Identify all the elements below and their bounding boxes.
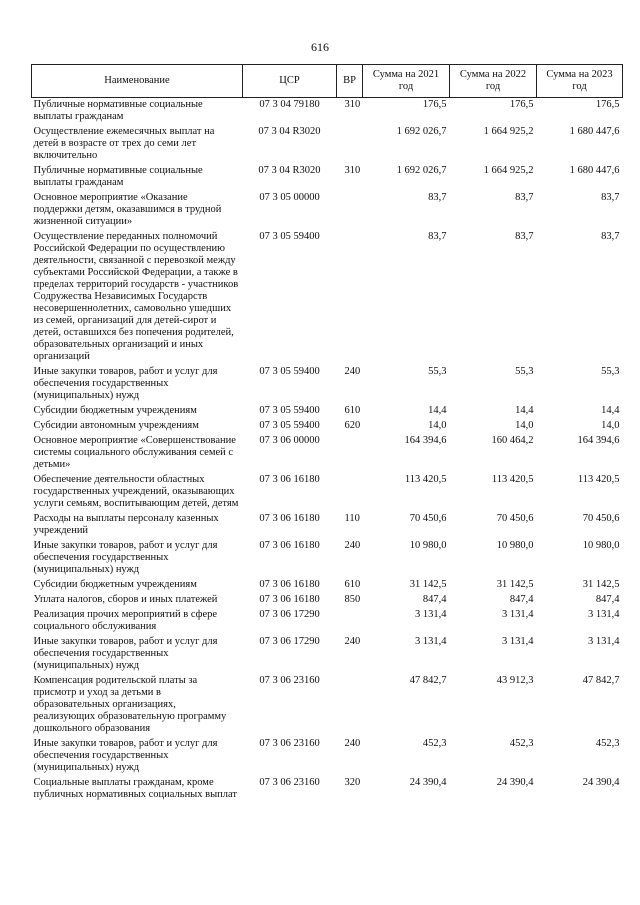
- row-sum-2021: 847,4: [422, 594, 447, 605]
- header-sum-2022: Сумма на 2022 год: [450, 65, 537, 98]
- row-sum-2022: 1 664 925,2: [483, 126, 534, 137]
- row-vr: 620: [344, 420, 361, 431]
- row-sum-2021: 83,7: [428, 231, 447, 242]
- row-csr: 07 3 05 59400: [259, 366, 320, 377]
- table-row: [32, 434, 623, 473]
- row-sum-2022: 14,0: [515, 420, 534, 431]
- row-name: Расходы на выплаты персоналу казенных учреждений: [33, 513, 219, 536]
- row-csr: 07 3 04 79180: [259, 99, 320, 110]
- row-sum-2023: 55,3: [601, 366, 620, 377]
- header-sum-2021: Сумма на 2021 год: [363, 65, 450, 98]
- row-vr: 240: [344, 738, 361, 749]
- row-vr: [337, 191, 363, 230]
- row-csr: 07 3 04 R3020: [258, 165, 321, 176]
- row-vr: 610: [344, 405, 361, 416]
- row-vr: 310: [344, 99, 361, 110]
- row-csr: 07 3 06 23160: [259, 675, 320, 686]
- row-vr: 310: [344, 165, 361, 176]
- row-sum-2022: 10 980,0: [496, 540, 534, 551]
- row-name: Иные закупки товаров, работ и услуг для обеспечения государственных (муниципальных) нужд: [33, 738, 218, 773]
- table-row: [32, 473, 623, 512]
- row-sum-2021: 176,5: [422, 99, 447, 110]
- table-row: [32, 365, 623, 404]
- table-row: [32, 635, 623, 674]
- row-sum-2021: 3 131,4: [415, 609, 447, 620]
- row-sum-2023: 3 131,4: [588, 636, 620, 647]
- row-sum-2022: 113 420,5: [491, 474, 534, 485]
- row-sum-2021: 1 692 026,7: [396, 165, 447, 176]
- row-name: Осуществление переданных полномочий Российской Федерации по осуществлению деятельности, связанной с перевозкой между субъектами Российской Федерации, а также в пределах территорий государств - участников Содружества Независимых Государств несовершеннолетних, самовольно ушедших из семей, организаций для детей-сирот и детей, оставшихся без попечения родителей, образовательных организаций и иных организаций: [33, 231, 239, 362]
- row-sum-2022: 160 464,2: [491, 435, 534, 446]
- row-name: Субсидии автономным учреждениям: [33, 420, 199, 431]
- row-name: Публичные нормативные социальные выплаты гражданам: [33, 165, 203, 188]
- row-sum-2022: 3 131,4: [502, 609, 534, 620]
- row-sum-2022: 3 131,4: [502, 636, 534, 647]
- row-sum-2023: 1 680 447,6: [569, 165, 620, 176]
- header-sum-2023: Сумма на 2023 год: [537, 65, 623, 98]
- row-sum-2021: 1 692 026,7: [396, 126, 447, 137]
- row-vr: [337, 125, 363, 164]
- row-sum-2022: 1 664 925,2: [483, 165, 534, 176]
- row-csr: 07 3 06 17290: [259, 636, 320, 647]
- table-row: [32, 125, 623, 164]
- row-sum-2022: 14,4: [515, 405, 534, 416]
- row-sum-2023: 70 450,6: [582, 513, 620, 524]
- row-sum-2022: 43 912,3: [496, 675, 534, 686]
- row-name: Иные закупки товаров, работ и услуг для обеспечения государственных (муниципальных) нужд: [33, 366, 218, 401]
- row-sum-2023: 452,3: [595, 738, 620, 749]
- row-name: Иные закупки товаров, работ и услуг для обеспечения государственных (муниципальных) нужд: [33, 540, 218, 575]
- row-sum-2023: 164 394,6: [577, 435, 620, 446]
- row-sum-2021: 452,3: [422, 738, 447, 749]
- row-sum-2022: 847,4: [509, 594, 534, 605]
- row-sum-2021: 10 980,0: [409, 540, 447, 551]
- row-sum-2023: 10 980,0: [582, 540, 620, 551]
- table-row: [32, 404, 623, 419]
- row-name: Реализация прочих мероприятий в сфере социального обслуживания: [33, 609, 218, 632]
- table-row: [32, 674, 623, 737]
- row-sum-2023: 14,4: [601, 405, 620, 416]
- row-sum-2022: 83,7: [515, 231, 534, 242]
- row-name: Компенсация родительской платы за присмотр и уход за детьми в образовательных организациях, реализующих образовательную программу дошкольного образования: [33, 675, 227, 734]
- row-name: Обеспечение деятельности областных государственных учреждений, оказывающих услуги семьям, воспитывающим детей, детям: [33, 474, 239, 509]
- table-row: [32, 593, 623, 608]
- row-name: Субсидии бюджетным учреждениям: [33, 579, 197, 590]
- row-sum-2023: 24 390,4: [582, 777, 620, 788]
- row-sum-2023: 31 142,5: [582, 579, 620, 590]
- row-sum-2021: 14,0: [428, 420, 447, 431]
- row-name: Уплата налогов, сборов и иных платежей: [33, 594, 218, 605]
- row-csr: 07 3 04 R3020: [258, 126, 321, 137]
- row-sum-2021: 164 394,6: [404, 435, 447, 446]
- row-name: Субсидии бюджетным учреждениям: [33, 405, 197, 416]
- table-row: [32, 578, 623, 593]
- row-sum-2023: 83,7: [601, 231, 620, 242]
- row-name: Осуществление ежемесячных выплат на детей в возрасте от трех до семи лет включительно: [33, 126, 215, 161]
- row-sum-2021: 113 420,5: [404, 474, 447, 485]
- row-sum-2023: 1 680 447,6: [569, 126, 620, 137]
- table-row: [32, 419, 623, 434]
- row-vr: 240: [344, 366, 361, 377]
- row-csr: 07 3 05 00000: [259, 192, 320, 203]
- row-sum-2022: 70 450,6: [496, 513, 534, 524]
- row-name: Социальные выплаты гражданам, кроме публичных нормативных социальных выплат: [33, 777, 237, 800]
- header-vr: ВР: [337, 65, 363, 98]
- row-csr: 07 3 05 59400: [259, 420, 320, 431]
- table-row: [32, 512, 623, 539]
- row-sum-2023: 113 420,5: [577, 474, 620, 485]
- row-csr: 07 3 06 16180: [259, 594, 320, 605]
- row-sum-2021: 55,3: [428, 366, 447, 377]
- row-sum-2021: 83,7: [428, 192, 447, 203]
- row-csr: 07 3 06 16180: [259, 540, 320, 551]
- row-sum-2021: 14,4: [428, 405, 447, 416]
- row-csr: 07 3 06 23160: [259, 738, 320, 749]
- row-sum-2022: 24 390,4: [496, 777, 534, 788]
- table-row: [32, 608, 623, 635]
- table-row: [32, 164, 623, 191]
- table-row: [32, 230, 623, 365]
- row-vr: 240: [344, 540, 361, 551]
- row-csr: 07 3 06 23160: [259, 777, 320, 788]
- row-sum-2023: 83,7: [601, 192, 620, 203]
- row-vr: 610: [344, 579, 361, 590]
- row-vr: [337, 434, 363, 473]
- header-name: Наименование: [32, 65, 243, 98]
- row-name: Основное мероприятие «Оказание поддержки детям, оказавшимся в трудной жизненной ситуации»: [33, 192, 222, 227]
- row-sum-2021: 31 142,5: [409, 579, 447, 590]
- row-csr: 07 3 06 16180: [259, 474, 320, 485]
- row-csr: 07 3 06 17290: [259, 609, 320, 620]
- row-vr: [337, 674, 363, 737]
- row-sum-2022: 55,3: [515, 366, 534, 377]
- table-row: [32, 737, 623, 776]
- row-sum-2022: 176,5: [509, 99, 534, 110]
- row-name: Основное мероприятие «Совершенствование системы социального обслуживания семей с детьми»: [33, 435, 236, 470]
- row-csr: 07 3 05 59400: [259, 231, 320, 242]
- row-sum-2022: 31 142,5: [496, 579, 534, 590]
- row-vr: 850: [344, 594, 361, 605]
- row-sum-2023: 176,5: [595, 99, 620, 110]
- table-row: [32, 776, 623, 803]
- row-csr: 07 3 06 00000: [259, 435, 320, 446]
- row-vr: 110: [344, 513, 360, 524]
- row-sum-2021: 3 131,4: [415, 636, 447, 647]
- row-sum-2022: 83,7: [515, 192, 534, 203]
- row-sum-2022: 452,3: [509, 738, 534, 749]
- row-sum-2021: 24 390,4: [409, 777, 447, 788]
- table-header-row: [32, 65, 623, 98]
- row-sum-2023: 3 131,4: [588, 609, 620, 620]
- row-vr: [337, 473, 363, 512]
- row-name: Иные закупки товаров, работ и услуг для обеспечения государственных (муниципальных) нужд: [33, 636, 218, 671]
- row-sum-2021: 47 842,7: [409, 675, 447, 686]
- table-row: [32, 191, 623, 230]
- page-number: 616: [311, 40, 329, 54]
- row-sum-2023: 847,4: [595, 594, 620, 605]
- row-vr: 320: [344, 777, 361, 788]
- row-vr: [337, 608, 363, 635]
- row-vr: 240: [344, 636, 361, 647]
- table-row: [32, 539, 623, 578]
- header-csr: ЦСР: [243, 65, 337, 98]
- row-sum-2023: 14,0: [601, 420, 620, 431]
- row-vr: [337, 230, 363, 365]
- row-csr: 07 3 06 16180: [259, 579, 320, 590]
- budget-table: [31, 64, 623, 803]
- row-name: Публичные нормативные социальные выплаты гражданам: [33, 99, 203, 122]
- row-csr: 07 3 05 59400: [259, 405, 320, 416]
- table-row: [32, 98, 623, 126]
- row-sum-2023: 47 842,7: [582, 675, 620, 686]
- row-csr: 07 3 06 16180: [259, 513, 320, 524]
- row-sum-2021: 70 450,6: [409, 513, 447, 524]
